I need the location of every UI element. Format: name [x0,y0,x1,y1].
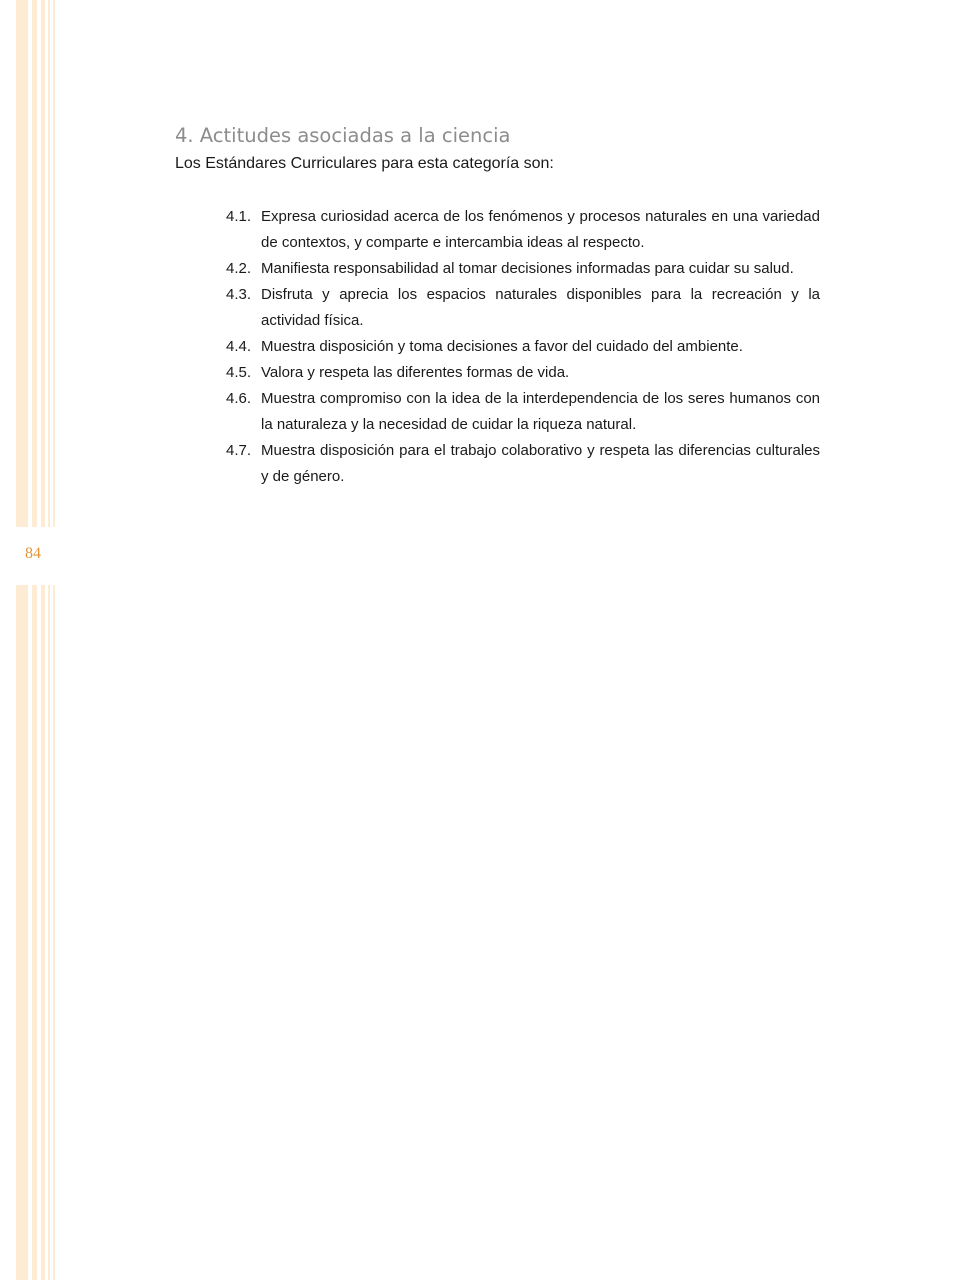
margin-stripe [53,0,55,1280]
list-item [226,438,820,490]
item-number: 4.6. [226,390,252,407]
item-number: 4.3. [226,286,252,303]
item-number: 4.4. [226,338,252,355]
item-text: Muestra disposición para el trabajo colaborativo y respeta las diferencias culturales y de género. [261,442,820,485]
list-item [226,256,820,282]
item-text: Disfruta y aprecia los espacios naturales disponibles para la recreación y la actividad física. [261,286,820,329]
list-item [226,282,820,334]
standards-list [226,204,820,490]
margin-stripe [41,0,45,1280]
item-number: 4.7. [226,442,252,459]
item-text: Muestra compromiso con la idea de la interdependencia de los seres humanos con la naturaleza y la necesidad de cuidar la riqueza natural. [261,390,820,433]
item-number: 4.5. [226,364,252,381]
margin-stripe [16,0,28,1280]
list-item [226,386,820,438]
section-intro: Los Estándares Curriculares para esta categoría son: [175,155,554,172]
list-item [226,204,820,256]
list-item [226,360,820,386]
item-number: 4.2. [226,260,252,277]
item-text: Muestra disposición y toma decisiones a favor del cuidado del ambiente. [261,338,743,355]
page-number: 84 [25,545,41,562]
margin-stripe [48,0,50,1280]
margin-stripe [32,0,37,1280]
item-text: Expresa curiosidad acerca de los fenómenos y procesos naturales en una variedad de contextos, y comparte e intercambia ideas al respecto. [261,208,820,251]
section-heading: 4. Actitudes asociadas a la ciencia [175,124,511,147]
item-number: 4.1. [226,208,252,225]
list-item [226,334,820,360]
item-text: Manifiesta responsabilidad al tomar decisiones informadas para cuidar su salud. [261,260,794,277]
item-text: Valora y respeta las diferentes formas de vida. [261,364,570,381]
